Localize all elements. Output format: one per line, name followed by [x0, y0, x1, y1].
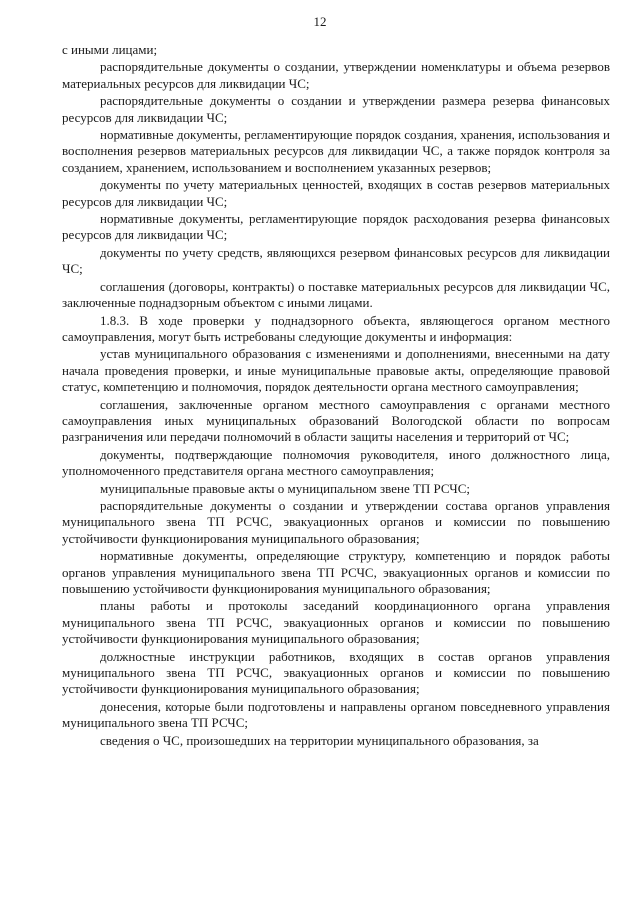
section-paragraph: 1.8.3. В ходе проверки у поднадзорного объекта, являющегося органом местного самоуправления, могут быть истребованы следующие документы и информация:	[62, 312, 610, 344]
paragraph: документы по учету средств, являющихся резервом финансовых ресурсов для ликвидации ЧС;	[62, 244, 610, 277]
document-body	[62, 42, 610, 750]
paragraph: нормативные документы, регламентирующие порядок расходования резерва финансовых ресурсов для ликвидации ЧС;	[62, 211, 610, 243]
paragraph: сведения о ЧС, произошедших на территории муниципального образования, за	[100, 732, 539, 748]
paragraph: донесения, которые были подготовлены и направлены органом повседневного управления муниципального звена ТП РСЧС;	[62, 698, 610, 731]
paragraph: документы, подтверждающие полномочия руководителя, иного должностного лица, уполномоченного представителя органа местного самоуправления;	[62, 446, 610, 479]
paragraph: планы работы и протоколы заседаний координационного органа управления муниципального звена ТП РСЧС, эвакуационных органов и комиссии по повышению устойчивости функционирования муниципального образования;	[62, 598, 610, 647]
paragraph: документы по учету материальных ценностей, входящих в состав резервов материальных ресурсов для ликвидации ЧС;	[62, 177, 610, 209]
paragraph: должностные инструкции работников, входящих в состав органов управления муниципального звена ТП РСЧС, эвакуационных органов и комиссии по повышению устойчивости функционирования муниципального образования;	[62, 648, 610, 697]
paragraph: муниципальные правовые акты о муниципальном звене ТП РСЧС;	[100, 480, 471, 496]
paragraph: соглашения, заключенные органом местного самоуправления с органами местного самоуправления иных муниципальных образований Вологодской области по вопросам разграничения или передачи полномочий в области защиты населения и территорий от ЧС;	[62, 396, 610, 445]
page-number: 12	[313, 14, 327, 29]
paragraph: соглашения (договоры, контракты) о поставке материальных ресурсов для ликвидации ЧС, заключенные поднадзорным объектом с иными лицами.	[62, 278, 610, 311]
paragraph: распорядительные документы о создании и утверждении состава органов управления муниципального звена ТП РСЧС, эвакуационных органов и комиссии по повышению устойчивости функционирования муниципального образования;	[62, 497, 610, 546]
paragraph: устав муниципального образования с изменениями и дополнениями, внесенными на дату начала проведения проверки, и иные муниципальные правовые акты, определяющие правовой статус, компетенцию и полномочия, порядок деятельности органа местного самоуправления;	[62, 346, 610, 395]
paragraph: распорядительные документы о создании, утверждении номенклатуры и объема резервов материальных ресурсов для ликвидации ЧС;	[62, 59, 610, 91]
paragraph: нормативные документы, определяющие структуру, компетенцию и порядок работы органов управления муниципального звена ТП РСЧС, эвакуационных органов и комиссии по повышению устойчивости функционирования муниципального образования;	[62, 548, 610, 596]
paragraph: с иными лицами;	[62, 42, 158, 57]
paragraph: нормативные документы, регламентирующие порядок создания, хранения, использования и восполнения резервов материальных ресурсов для ликвидации ЧС, а также порядок контроля за созданием, хранением, использованием и восполнением указанных резервов;	[62, 127, 610, 175]
paragraph: распорядительные документы о создании и утверждении размера резерва финансовых ресурсов для ликвидации ЧС;	[62, 93, 610, 125]
